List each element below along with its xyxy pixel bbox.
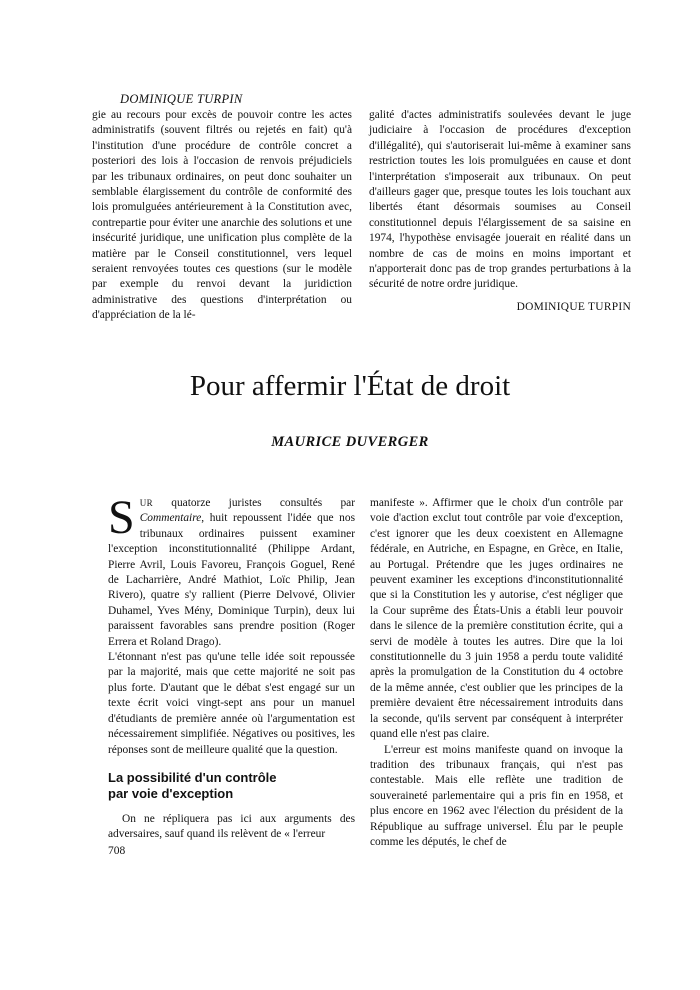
italic-term: Commentaire bbox=[139, 512, 202, 525]
article-title: Pour affermir l'État de droit bbox=[189, 370, 511, 402]
running-head: DOMINIQUE TURPIN bbox=[120, 92, 243, 106]
lead-smallcaps: UR bbox=[139, 498, 154, 508]
article-right-paragraph-2: L'erreur est moins manifeste quand on invoque la tradition des tribunaux français, qui n'est pas contestable. Mais elle reflète une tradition de souveraineté parlementaire qui a pris fin en 1958, et plus encore en 1962 avec l'élection du président de la République au suffrage universel. Élu par le peuple comme les députés, le chef de bbox=[370, 743, 623, 848]
previous-article-text-left: gie au recours pour excès de pouvoir contre les actes administratifs (souvent filtrés ou rejetés en fait) qu'à l'institution d'une procédure de contrôle concret a posteriori des lois à l'occasion de renvois préjudiciels par les tribunaux ordinaires, on peut donc souhaiter un semblable élargissement du contrôle de conformité des lois promulguées antérieurement à la Constitution avec, contrepartie pour éviter une anarchie des solutions et une insécurité juridique, une unification plus complète de la matière par le Conseil constitutionnel, vers lequel seraient renvoyées toutes ces questions (sur le modèle par exemple du renvoi devant la juridiction administrative des questions d'interprétation ou d'appréciation de la lé- bbox=[92, 109, 352, 322]
section-heading bbox=[108, 770, 355, 802]
previous-article-text-right: galité d'actes administratifs soulevées devant le juge judiciaire à l'occasion de procédures d'exception d'illégalité), qui s'autoriserait lui-même à examiner sans restriction toutes les lois promulguées en cause et dont l'interprétation s'imposerait aux tribunaux. On peut d'ailleurs gager que, presque toutes les lois touchant aux libertés étant désormais soumises au Conseil constitutionnel depuis l'élargissement de sa saisine en 1974, l'hypothèse envisagée jouerait en réalité dans un nombre de cas de moins en moins important et n'apporterait donc pas de trop grandes perturbations à la sécurité de notre ordre juridique. bbox=[369, 109, 631, 291]
previous-article-signature: DOMINIQUE TURPIN bbox=[516, 300, 631, 313]
article-right-paragraph-1: manifeste ». Affirmer que le choix d'un contrôle par voie d'action exclut tout contrôle par voie d'exception, c'est ignorer que les deux coexistent en Allemagne fédérale, en Autriche, en Espagne, en Grèce, en Italie, au Portugal. Prétendre que les juges ordinaires ne peuvent examiner les exceptions d'inconstitutionnalité que si la Constitution les y autorise, c'est négliger que la Cour suprême des États-Unis a établi leur pouvoir dans le silence de la première constitution écrite, qui a servi de modèle à toutes les autres. Dire que la loi constitutionnelle du 3 juin 1958 a perdu toute validité après la promulgation de la Constitution du 4 octobre de la même année, c'est oublier que les principes de la première devaient être nécessairement introduits dans la seconde, qu'ils servent par conséquent à interpréter quand elle n'est pas claire. bbox=[370, 497, 623, 741]
article-author: MAURICE DUVERGER bbox=[271, 434, 429, 450]
section-heading-line2: par voie d'exception bbox=[108, 785, 234, 801]
previous-article-right-column bbox=[369, 108, 631, 315]
article-left-column bbox=[108, 491, 355, 843]
intro-text-start: quatorze juristes consultés par bbox=[153, 497, 355, 509]
article-intro-paragraph bbox=[108, 491, 355, 650]
previous-article-left-column bbox=[92, 108, 352, 324]
intro-text-end: , huit repoussent l'idée que nos tribunaux ordinaires puissent examiner l'exception inconstitutionnalité (Philippe Ardant, Pierre Avril, Louis Favoreu, François Goguel, René de Lacharrière, André Mathiot, Loïc Philip, Jean Rivero), quatre s'y rallient (Pierre Delvové, Olivier Duhamel, Yves Mény, Dominique Turpin), deux lui paraissent favorables sans prendre position (Roger Errera et Roland Drago). bbox=[108, 512, 355, 648]
page-number: 708 bbox=[108, 845, 126, 857]
section-heading-line1: La possibilité d'un contrôle bbox=[108, 769, 277, 785]
article-paragraph-2: L'étonnant n'est pas qu'une telle idée soit repoussée par la majorité, mais que cette majorité ne soit pas plus forte. D'autant que le débat s'est engagé sur un texte écrit voici vingt-sept ans pour un manuel d'étudiants de première année où l'argumentation est nécessairement simplifiée. Négatives ou positives, les réponses sont de meilleure qualité que la question. bbox=[108, 651, 355, 756]
article-right-column bbox=[370, 496, 623, 850]
article-paragraph-3: On ne répliquera pas ici aux arguments des adversaires, sauf quand ils relèvent de « l'erreur bbox=[108, 812, 355, 841]
drop-cap: S bbox=[108, 491, 135, 544]
